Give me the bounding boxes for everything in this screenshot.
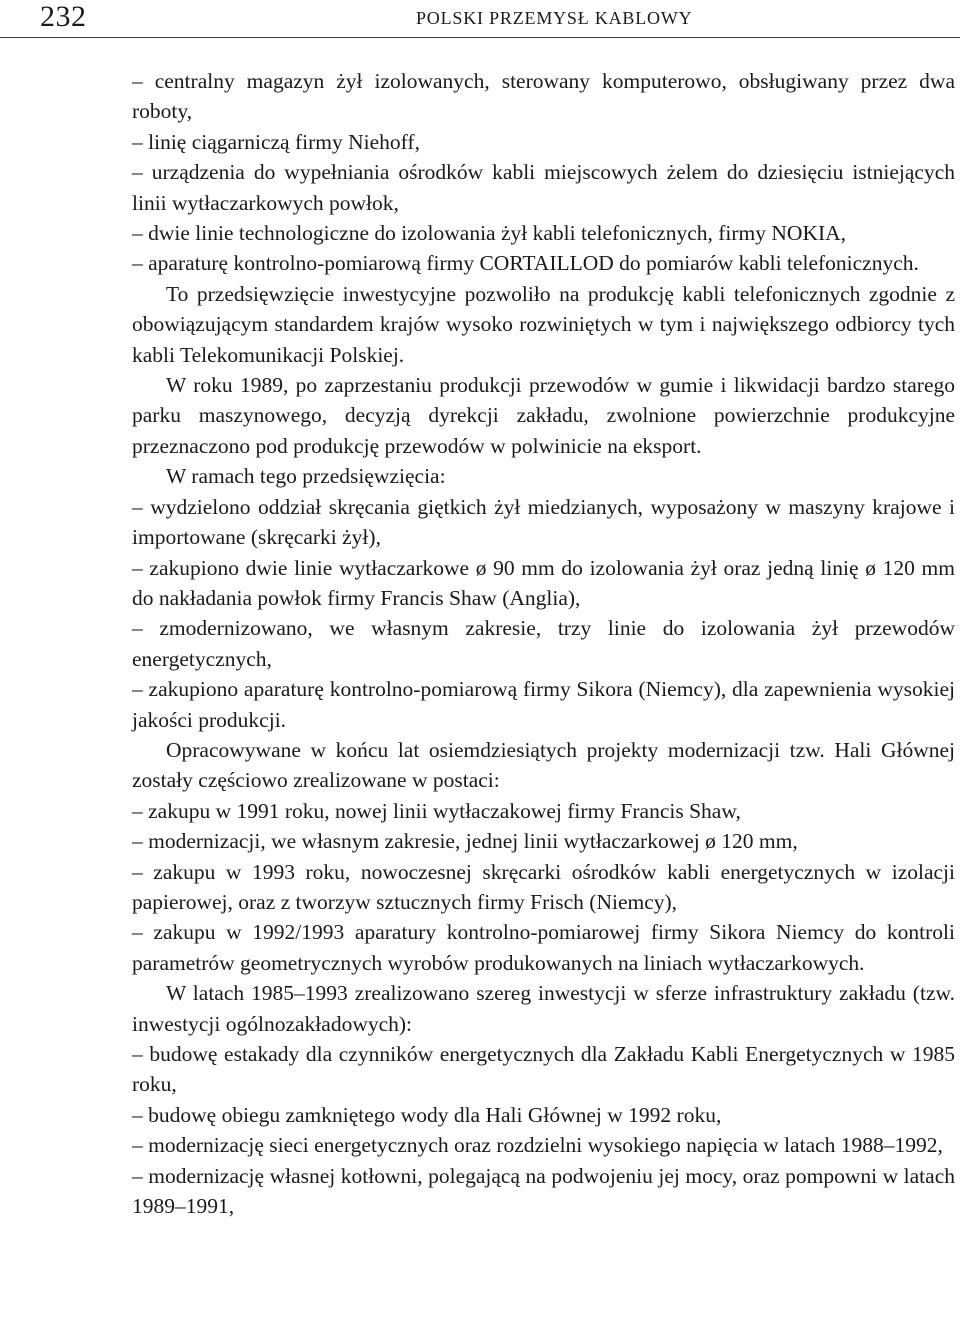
page-header [0, 0, 960, 40]
list-item: – modernizację własnej kotłowni, polegającą na podwojeniu jej mocy, oraz pompowni w latach 1989–1991, [132, 1163, 955, 1219]
list-item: – wydzielono oddział skręcania giętkich żył miedzianych, wyposażony w maszyny krajowe i importowane (skręcarki żył), [132, 494, 955, 550]
paragraph: Opracowywane w końcu lat osiemdziesiątych projekty modernizacji tzw. Hali Głównej zostały częściowo zrealizowane w postaci: [132, 737, 955, 793]
list-item: – dwie linie technologiczne do izolowania żył kabli telefonicznych, firmy NOKIA, [132, 221, 847, 246]
paragraph: To przedsięwzięcie inwestycyjne pozwoliło na produkcję kabli telefonicznych zgodnie z obowiązującym standardem krajów wysoko rozwiniętych w tym i największego odbiorcy tych kabli Telekomunikacji Polskiej. [132, 281, 955, 367]
paragraph: W roku 1989, po zaprzestaniu produkcji przewodów w gumie i likwidacji bardzo starego parku maszynowego, decyzją dyrekcji zakładu, zwolnione powierzchnie produkcyjne przeznaczono pod produkcję przewodów w polwinicie na eksport. [132, 373, 955, 458]
list-item: – zakupiono dwie linie wytłaczarkowe ø 90 mm do izolowania żył oraz jedną linię ø 120 mm do nakładania powłok firmy Francis Shaw (Anglia), [132, 555, 955, 610]
running-head: POLSKI PRZEMYSŁ KABLOWY [416, 8, 693, 28]
list-item: – urządzenia do wypełniania ośrodków kabli miejscowych żelem do dziesięciu istniejących linii wytłaczarkowych powłok, [132, 160, 955, 215]
list-item: – modernizację sieci energetycznych oraz rozdzielni wysokiego napięcia w latach 1988–1992, [132, 1133, 943, 1158]
list-item: – zakupu w 1991 roku, nowej linii wytłaczakowej firmy Francis Shaw, [132, 798, 741, 823]
paragraph: W latach 1985–1993 zrealizowano szereg inwestycji w sferze infrastruktury zakładu (tzw. inwestycji ogólnozakładowych): [132, 981, 955, 1036]
page-number: 232 [40, 0, 87, 33]
list-item: – centralny magazyn żył izolowanych, sterowany komputerowo, obsługiwany przez dwa roboty, [132, 69, 955, 124]
paragraph: W ramach tego przedsięwzięcia: [166, 464, 446, 489]
list-item: – zakupu w 1992/1993 aparatury kontrolno-pomiarowej firmy Sikora Niemcy do kontroli parametrów geometrycznych wyrobów produkowanych na liniach wytłaczarkowych. [132, 920, 955, 975]
list-item: – zakupu w 1993 roku, nowoczesnej skręcarki ośrodków kabli energetycznych w izolacji papierowej, oraz z tworzyw sztucznych firmy Frisch (Niemcy), [132, 859, 955, 914]
list-item: – budowę obiegu zamkniętego wody dla Hali Głównej w 1992 roku, [132, 1102, 722, 1127]
list-item: – linię ciągarniczą firmy Niehoff, [132, 129, 420, 154]
list-item: – modernizacji, we własnym zakresie, jednej linii wytłaczarkowej ø 120 mm, [132, 829, 798, 854]
list-item: – zmodernizowano, we własnym zakresie, trzy linie do izolowania żył przewodów energetycznych, [132, 616, 955, 671]
header-rule [0, 37, 960, 38]
list-item: – zakupiono aparaturę kontrolno-pomiarową firmy Sikora (Niemcy), dla zapewnienia wysokiej jakości produkcji. [132, 677, 955, 732]
body-text [132, 66, 955, 1221]
list-item: – aparaturę kontrolno-pomiarową firmy CORTAILLOD do pomiarów kabli telefonicznych. [132, 251, 919, 276]
list-item: – budowę estakady dla czynników energetycznych dla Zakładu Kabli Energetycznych w 1985 roku, [132, 1042, 955, 1097]
